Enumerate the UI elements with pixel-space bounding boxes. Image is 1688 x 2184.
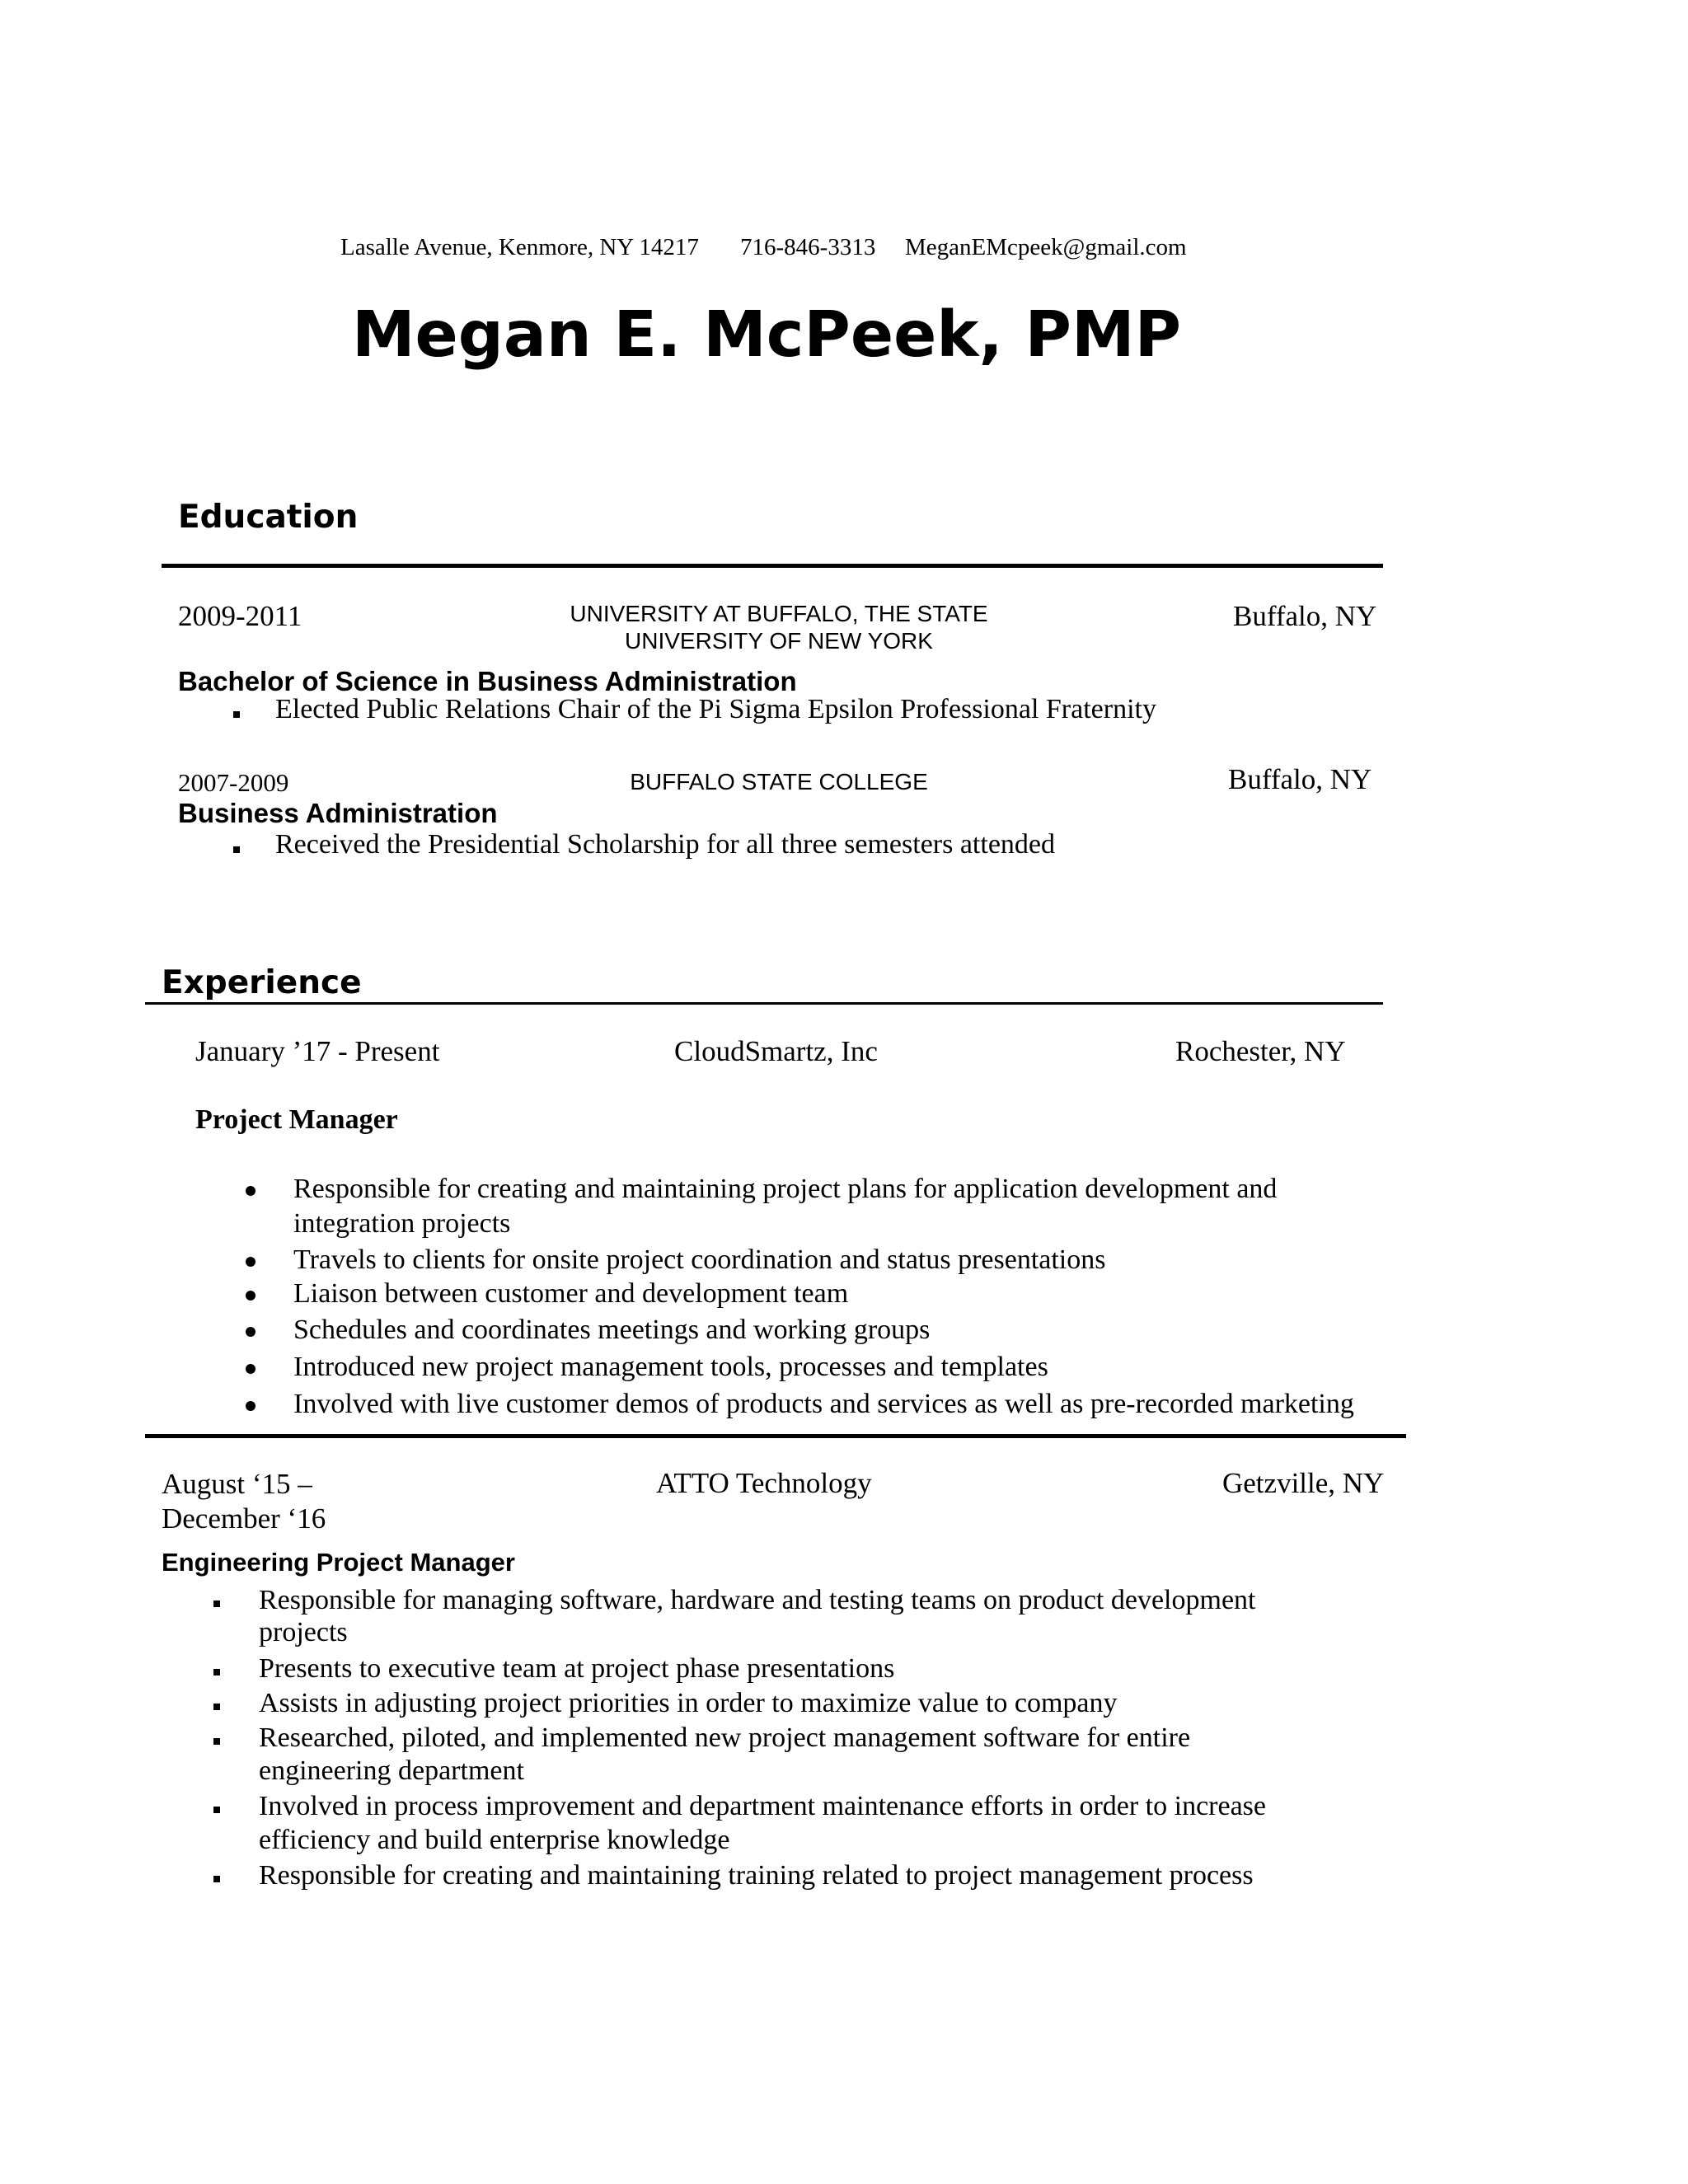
job-2-dates [162, 1467, 326, 1536]
education-rule [162, 564, 1383, 568]
job-2-bullet-5-cont: efficiency and build enterprise knowledge [259, 1825, 730, 1855]
edu-2-school: BUFFALO STATE COLLEGE [630, 769, 928, 794]
job-1-bullet-2: Travels to clients for onsite project coordination and status presentations [293, 1244, 1106, 1275]
job-1-bullet-5: Introduced new project management tools, processes and templates [293, 1352, 1048, 1382]
edu-1-degree: Bachelor of Science in Business Administration [178, 666, 797, 696]
job-2-location: Getzville, NY [1222, 1467, 1385, 1499]
job-2-dates-line2: December ‘16 [162, 1502, 326, 1535]
edu-2-degree: Business Administration [178, 798, 498, 828]
job-1-bullet-1: Responsible for creating and maintaining project plans for application development and [293, 1174, 1278, 1204]
job-2-bullet-2: Presents to executive team at project phase presentations [259, 1653, 895, 1684]
job-1-title: Project Manager [195, 1104, 398, 1135]
contact-phone: 716-846-3313 [740, 234, 876, 260]
bullet-icon [213, 1738, 220, 1745]
bullet-icon [213, 1876, 220, 1882]
bullet-icon [246, 1327, 256, 1337]
edu-2-bullet-1: Received the Presidential Scholarship for all three semesters attended [275, 829, 1056, 860]
edu-2-location: Buffalo, NY [1228, 763, 1372, 795]
job-divider-rule [145, 1434, 1406, 1438]
job-2-dates-line1: August ‘15 – [162, 1468, 312, 1500]
contact-address: Lasalle Avenue, Kenmore, NY 14217 [340, 234, 699, 260]
experience-rule [145, 1002, 1383, 1005]
job-2-company: ATTO Technology [656, 1467, 872, 1499]
job-2-bullet-1-cont: projects [259, 1617, 348, 1647]
job-2-bullet-6: Responsible for creating and maintaining training related to project management process [259, 1860, 1254, 1891]
experience-heading: Experience [162, 964, 362, 1001]
candidate-name: Megan E. McPeek, PMP [351, 298, 1182, 372]
job-2-bullet-5: Involved in process improvement and department maintenance efforts in order to increase [259, 1791, 1266, 1821]
job-2-bullet-4-cont: engineering department [259, 1755, 524, 1786]
job-2-title: Engineering Project Manager [162, 1548, 515, 1577]
bullet-icon [246, 1364, 256, 1374]
job-1-location: Rochester, NY [1175, 1035, 1346, 1067]
bullet-icon [246, 1291, 256, 1301]
bullet-icon [213, 1704, 220, 1710]
bullet-icon [233, 711, 240, 718]
job-2-bullet-4: Researched, piloted, and implemented new project management software for entire [259, 1722, 1191, 1753]
job-1-bullet-6: Involved with live customer demos of products and services as well as pre-recorded marketing [293, 1389, 1354, 1419]
bullet-icon [233, 846, 240, 853]
edu-2-dates: 2007-2009 [178, 768, 289, 797]
job-1-bullet-4: Schedules and coordinates meetings and working groups [293, 1315, 931, 1345]
bullet-icon [246, 1257, 256, 1267]
job-1-bullet-3: Liaison between customer and development team [293, 1278, 849, 1309]
edu-1-school-line2: UNIVERSITY OF NEW YORK [625, 628, 933, 654]
edu-1-dates: 2009-2011 [178, 600, 302, 632]
edu-1-bullet-1: Elected Public Relations Chair of the Pi Sigma Epsilon Professional Fraternity [275, 694, 1156, 724]
bullet-icon [213, 1669, 220, 1675]
bullet-icon [213, 1807, 220, 1813]
contact-email: MeganEMcpeek@gmail.com [905, 234, 1187, 260]
bullet-icon [246, 1401, 256, 1411]
bullet-icon [246, 1186, 256, 1196]
edu-1-school-line1: UNIVERSITY AT BUFFALO, THE STATE [570, 601, 988, 626]
edu-1-location: Buffalo, NY [1233, 600, 1377, 632]
education-heading: Education [178, 499, 359, 536]
job-2-bullet-3: Assists in adjusting project priorities in order to maximize value to company [259, 1688, 1118, 1718]
job-1-company: CloudSmartz, Inc [674, 1035, 878, 1067]
edu-1-school [528, 600, 1030, 654]
bullet-icon [213, 1601, 220, 1607]
job-1-dates: January ’17 - Present [195, 1035, 440, 1067]
job-2-bullet-1: Responsible for managing software, hardware and testing teams on product development [259, 1585, 1256, 1615]
job-1-bullet-1-cont: integration projects [293, 1208, 511, 1239]
